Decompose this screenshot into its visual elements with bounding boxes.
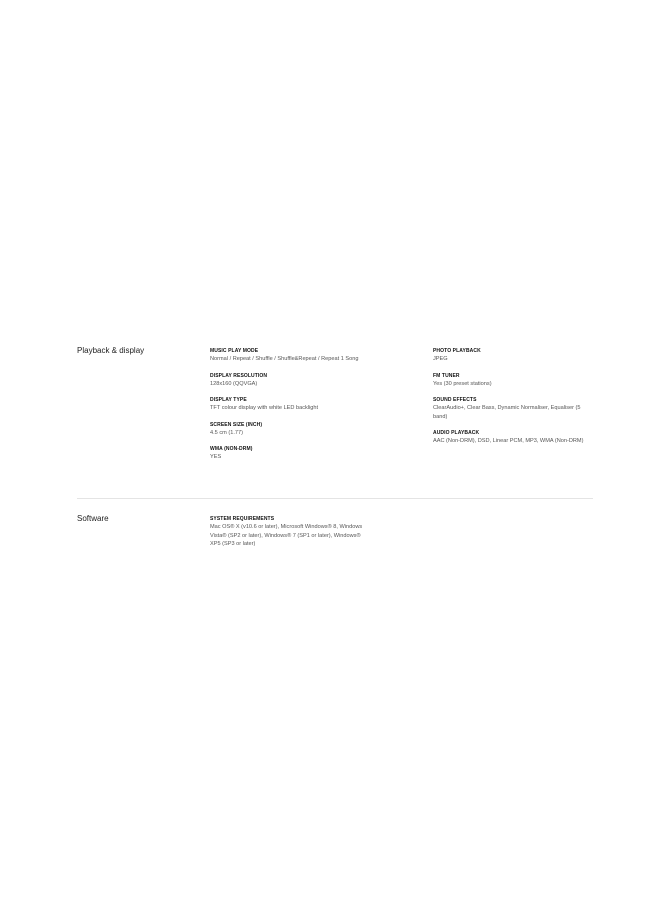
spec-photo-playback <box>433 348 593 364</box>
spec-fm-tuner <box>433 373 593 389</box>
spec-value: Mac OS® X (v10.6 or later), Microsoft Windows® 8, Windows Vista® (SP2 or later), Windows® 7 (SP1 or later), Windows® XP5 (SP3 or later) <box>210 524 363 547</box>
spec-display-resolution <box>210 373 380 389</box>
section-title: Software <box>77 514 109 523</box>
spec-label: MUSIC PLAY MODE <box>210 348 259 354</box>
spec-sound-effects <box>433 397 593 421</box>
spec-audio-playback <box>433 430 593 446</box>
spec-column-left <box>210 516 370 558</box>
spec-music-play-mode <box>210 348 380 364</box>
spec-system-requirements <box>210 516 370 549</box>
spec-column-right <box>433 348 593 455</box>
section-title: Playback & display <box>77 346 145 355</box>
spec-column-left <box>210 348 380 471</box>
spec-display-type <box>210 397 380 413</box>
spec-value: ClearAudio+, Clear Bass, Dynamic Normaliser, Equaliser (5 band) <box>433 405 581 420</box>
spec-value: AAC (Non-DRM), DSD, Linear PCM, MP3, WMA (Non-DRM) <box>433 438 584 444</box>
spec-wma-non-drm <box>210 446 380 462</box>
spec-label: AUDIO PLAYBACK <box>433 430 480 436</box>
spec-value: Yes (30 preset stations) <box>433 380 492 387</box>
spec-label: DISPLAY RESOLUTION <box>210 372 268 379</box>
spec-label: SCREEN SIZE (INCH) <box>210 421 263 428</box>
spec-value: TFT colour display with white LED backlight <box>210 405 319 411</box>
spec-value: JPEG <box>433 356 448 362</box>
spec-label: WMA (NON-DRM) <box>210 446 253 452</box>
spec-label: SYSTEM REQUIREMENTS <box>210 516 275 522</box>
spec-label: DISPLAY TYPE <box>210 397 247 403</box>
spec-label: SOUND EFFECTS <box>433 397 477 403</box>
spec-label: PHOTO PLAYBACK <box>433 348 481 354</box>
spec-value: Normal / Repeat / Shuffle / Shuffle&Repeat / Repeat 1 Song <box>210 356 359 362</box>
spec-value: 4.5 cm (1.77) <box>210 429 243 436</box>
spec-screen-size <box>210 422 380 438</box>
spec-label: FM TUNER <box>433 372 460 379</box>
spec-value: YES <box>210 454 222 460</box>
section-divider <box>77 498 593 499</box>
spec-value: 128x160 (QQVGA) <box>210 380 258 387</box>
